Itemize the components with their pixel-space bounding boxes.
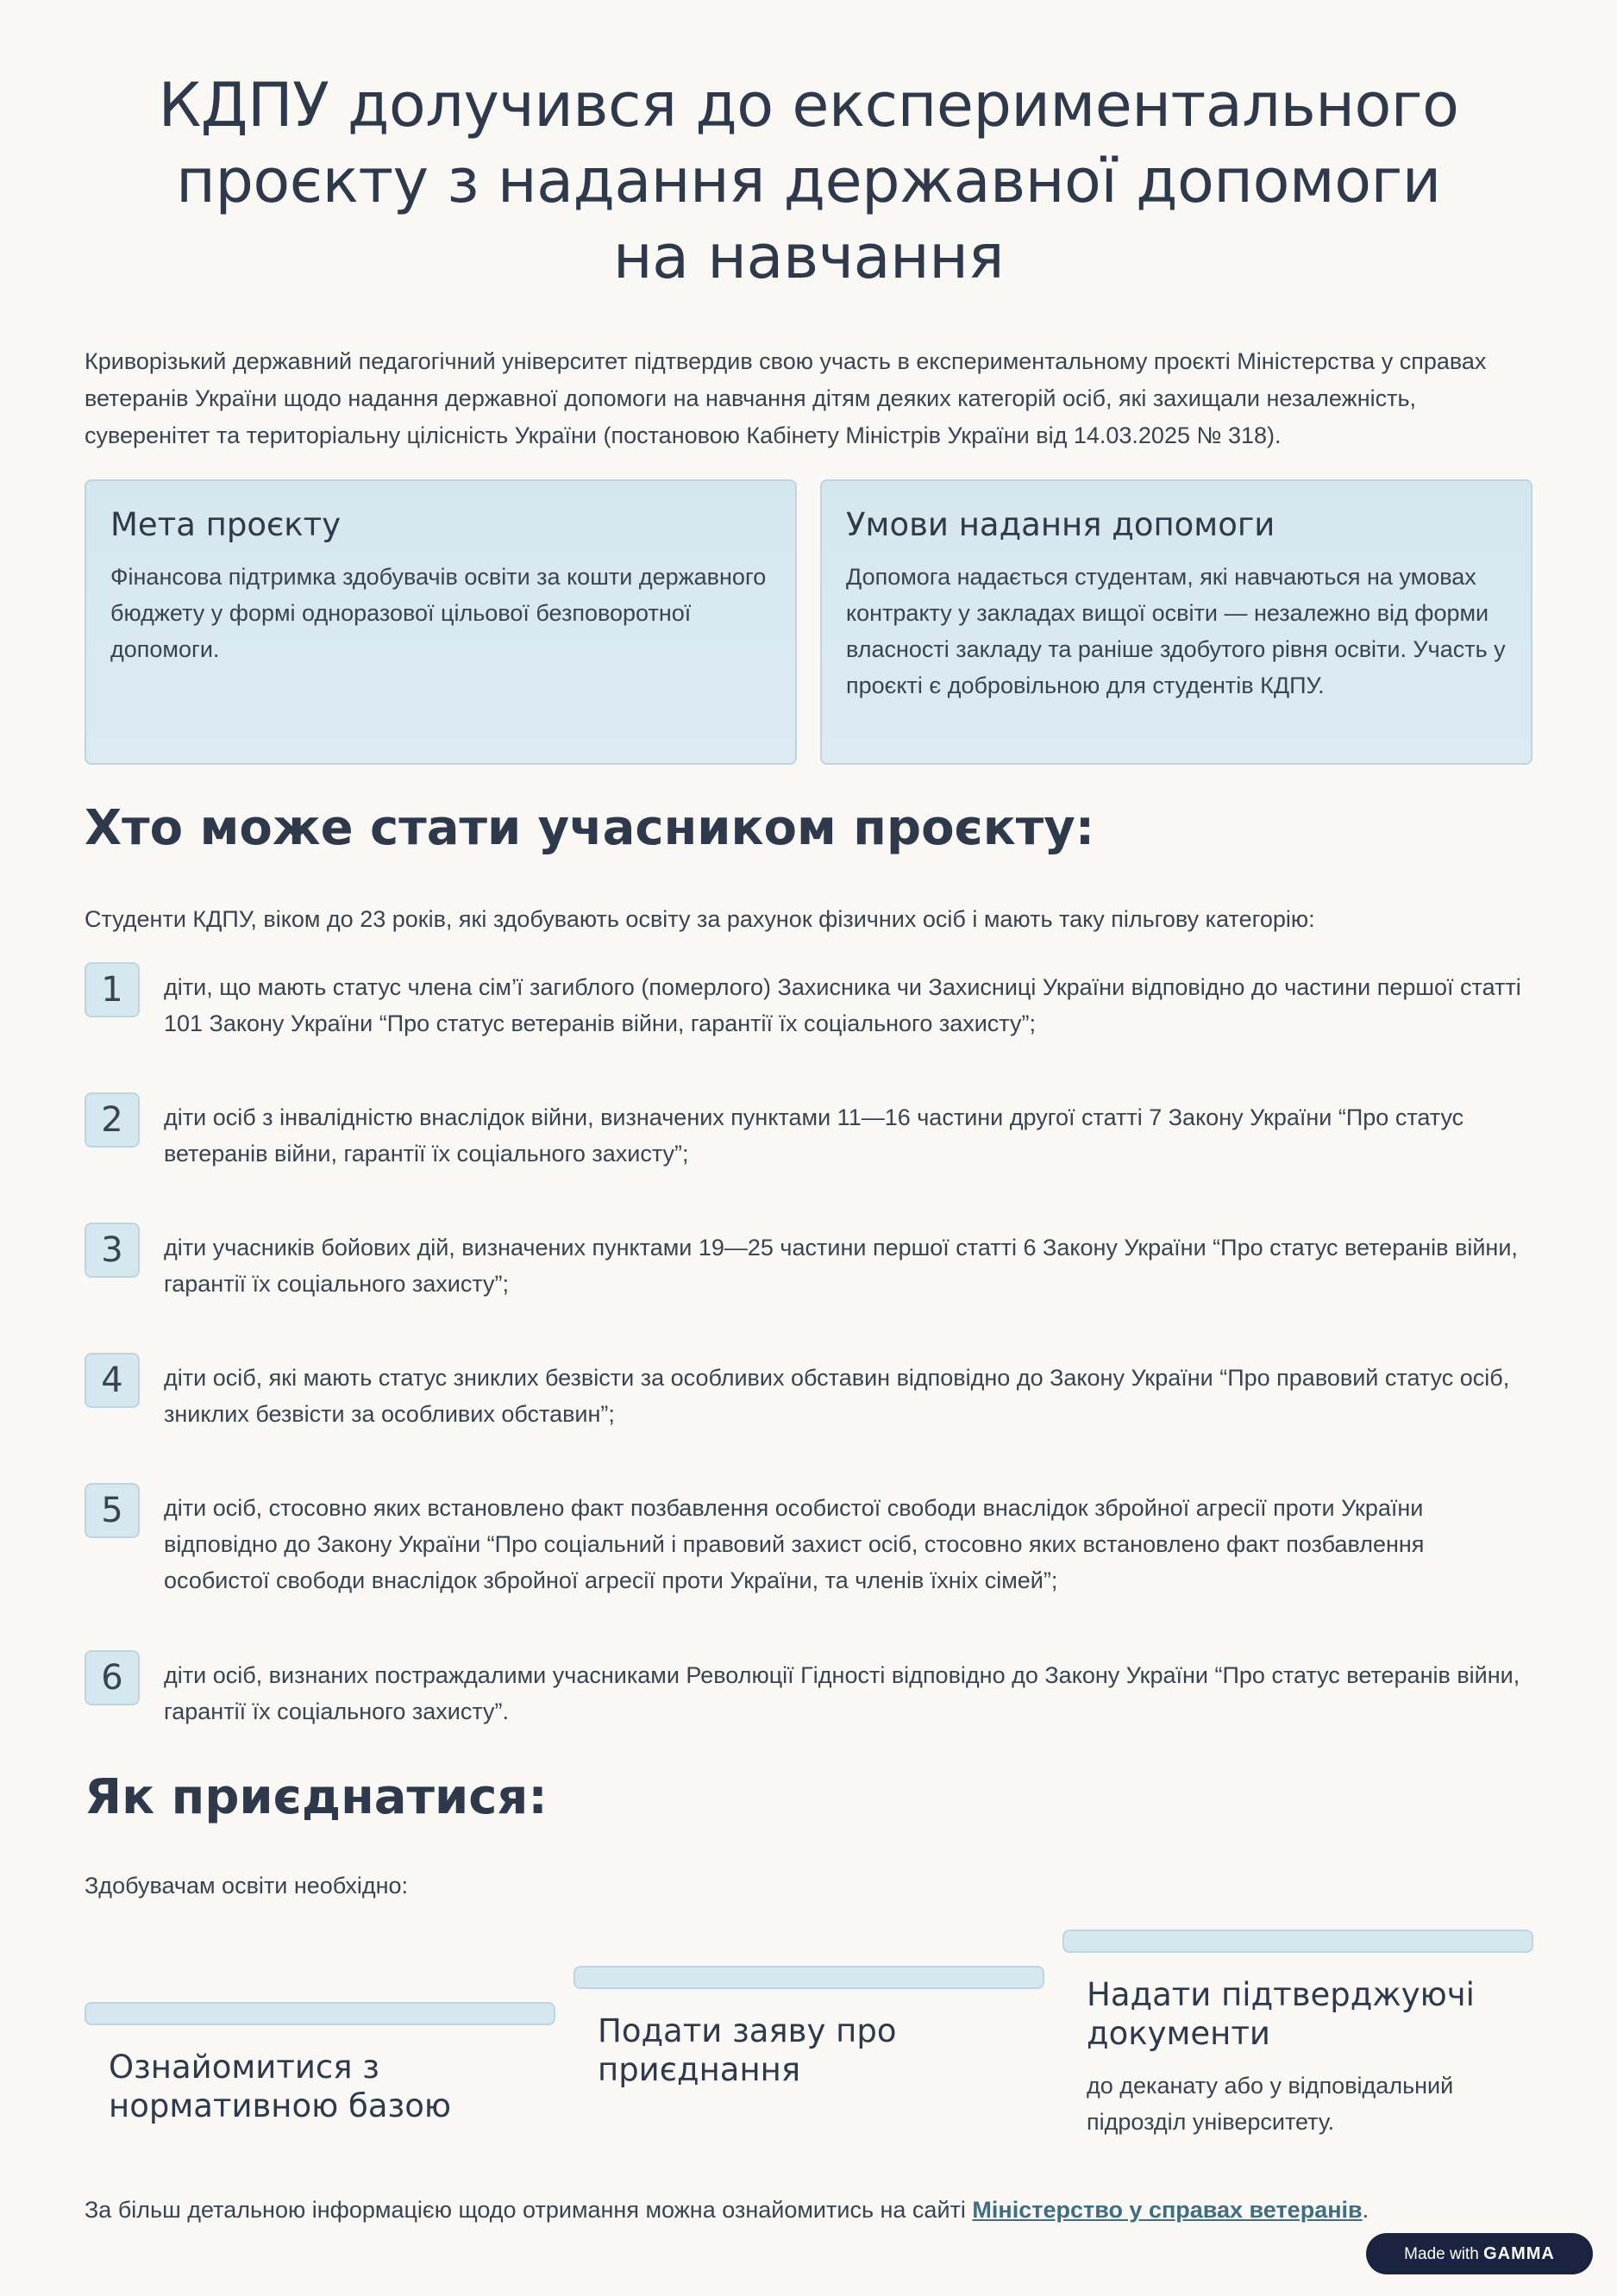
join-heading-text: Як приєднатися [85,1769,529,1825]
card-project-goal [85,479,797,765]
step-title: Ознайомитися з нормативною базою [109,2049,451,2124]
step-2 [573,1966,1044,2104]
number-badge: 6 [85,1650,140,1705]
card-text: Допомога надається студентам, які навчаються на умовах контракту у закладах вищої освіти — незалежно від форми власності закладу та раніше здобутого рівня освіти. Участь у проєкті є добровільною для студентів КДПУ. [846,564,1506,698]
join-lead: Здобувачам освіти необхідно: [85,1873,409,1899]
participants-lead: Студенти КДПУ, віком до 23 років, які здобувають освіту за рахунок фізичних осіб і мають таку пільгову категорію: [85,906,1315,932]
step-bar [85,2002,555,2025]
number-badge: 5 [85,1483,140,1538]
footer-text: За більш детальною інформацією щодо отримання можна ознайомитись на сайті [85,2197,973,2223]
gamma-logo: GAMMA [1483,2244,1555,2263]
step-bar [1062,1930,1533,1953]
list-item-text: діти осіб з інвалідністю внаслідок війни, визначених пунктами 11—16 частини другої статті 7 Закону України “Про статус ветеранів війни, гарантії їх соціального захисту”; [164,1104,1464,1167]
made-with-gamma-badge[interactable] [1366,2233,1593,2274]
list-item-text: діти осіб, які мають статус зниклих безвісти за особливих обставин відповідно до Закону України “Про правовий статус осіб, зниклих безвісти за особливих обставин”; [164,1365,1510,1427]
number-badge: 1 [85,962,140,1017]
heading-colon: : [1075,800,1095,856]
card-text: Фінансова підтримка здобувачів освіти за кошти державного бюджету у формі одноразової цільової безповоротної допомоги. [110,564,767,662]
participants-heading [85,798,1094,859]
footer-period: . [1362,2197,1369,2223]
card-title: Мета проєкту [110,506,342,543]
step-bar [573,1966,1044,1989]
ministry-link[interactable]: Міністерство у справах ветеранів [972,2197,1363,2223]
card-title: Умови надання допомоги [846,506,1275,543]
number-badge: 3 [85,1223,140,1278]
intro-paragraph: Криворізький державний педагогічний університет підтвердив свою участь в експериментальному проєкті Міністерства у справах ветеранів України щодо надання державної допомоги на навчання дітям деяких категорій осіб, які захищали незалежність, суверенітет та територіальну цілісність України (постановою Кабінету Міністрів України від 14.03.2025 № 318). [85,348,1487,448]
card-aid-conditions [820,479,1532,765]
list-item-text: діти осіб, визнаних постраждалими учасниками Революції Гідності відповідно до Закону України “Про статус ветеранів війни, гарантії їх соціального захисту”. [164,1662,1520,1724]
step-title: Надати підтверджуючі документи [1087,1976,1475,2052]
list-item-text: діти осіб, стосовно яких встановлено факт позбавлення особистої свободи внаслідок збройної агресії проти України відповідно до Закону України “Про соціальний і правовий захист осіб, стосовно яких встановлено факт позбавлення особистої свободи внаслідок збройної агресії проти України, та членів їхніх сімей”; [164,1495,1425,1593]
heading-colon: : [528,1769,548,1825]
number-badge: 2 [85,1092,140,1148]
badge-prefix: Made with [1404,2245,1479,2263]
page-title: КДПУ долучився до експериментального проєкту з надання державної допомоги на навчання [158,70,1459,292]
step-3 [1062,1930,1533,2141]
participants-heading-text: Хто може стати учасником проєкту [85,800,1075,856]
step-text: до деканату або у відповідальний підрозділ університету. [1087,2073,1454,2135]
step-title: Подати заяву про приєднання [598,2012,897,2088]
number-badge: 4 [85,1353,140,1408]
join-heading [85,1767,548,1828]
footer-note [85,2193,1551,2227]
list-item-text: діти, що мають статус члена сім’ї загиблого (померлого) Захисника чи Захисниці України відповідно до частини першої статті 101 Закону України “Про статус ветеранів війни, гарантії їх соціального захисту”; [164,974,1521,1036]
list-item-text: діти учасників бойових дій, визначених пунктами 19—25 частини першої статті 6 Закону України “Про статус ветеранів війни, гарантії їх соціального захисту”; [164,1235,1518,1297]
step-1 [85,2002,555,2140]
